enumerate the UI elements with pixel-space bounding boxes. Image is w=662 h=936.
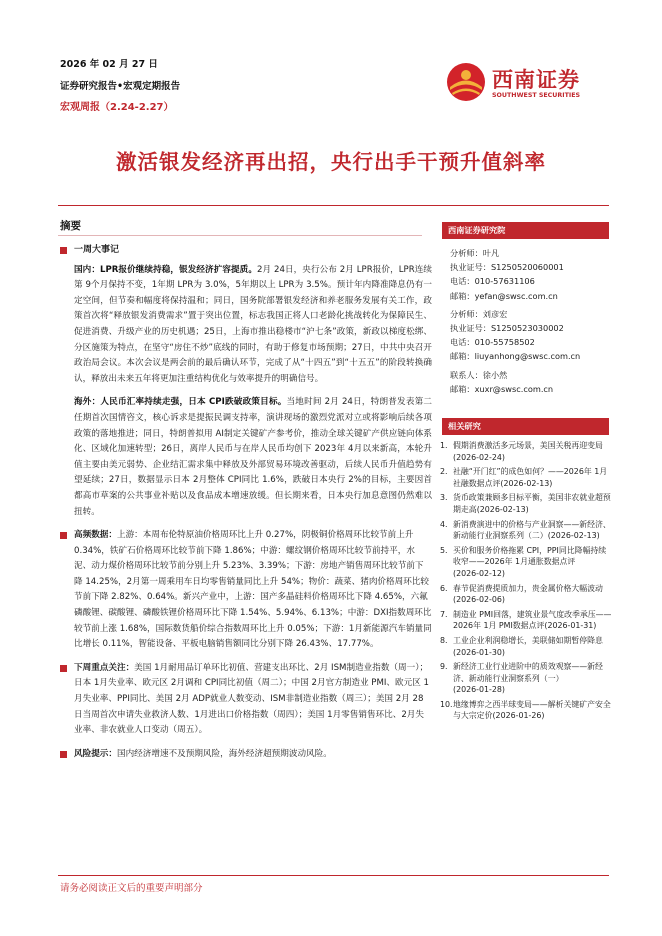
paragraph-risk bbox=[60, 747, 432, 763]
summary-divider bbox=[58, 235, 422, 236]
top-divider bbox=[58, 205, 609, 206]
section-heading-text: 一周大事记 bbox=[74, 245, 120, 255]
list-item[interactable]: 7. 制造业 PMI回落，建筑业景气度改季承压——2026年 1月 PMI数据点评(2026-01-31) bbox=[440, 609, 612, 631]
list-item[interactable]: 10. 地缘博弈之西半球变局——解析关键矿产安全与大宗定价(2026-01-26) bbox=[440, 699, 611, 721]
list-item[interactable]: 3. 货币政策兼顾多目标平衡，美国非农就业超预期走高(2026-02-13) bbox=[440, 493, 611, 514]
list-item[interactable]: 9. 新经济工业行业进阶中的质效观察——新经济、新动能行业洞察系列（一）(2026-01-28) bbox=[440, 662, 603, 695]
paragraph-text: 当地时间 2月 24日，特朗普发表第二任期首次国情咨文，核心诉求是提振民调支持率，演讲现场的激烈党派对立或将影响后续各项政策的落地推进；同日，特朗普拟用 AI制定关键矿产参考价，推动全球关键矿产供应链向体系化、区域化加速转型；26日，离岸人民币与在岸人民币均创下 2023年 4月以来新高，本轮升值主要由美元弱势、企业结汇需求集中释放及外部贸易环境改善驱动，后续人民币升值趋势有望延续；27日，数据显示日本 2月整体 CPI同比 1.6%，跌破日本央行 2%的目标，主要因首都高市草案的公共事业补贴以及食品成本增速放缓。但长期来看，日本央行加息意图仍然难以扭转。 bbox=[74, 397, 432, 517]
list-item[interactable]: 2. 社融“开门红”的成色如何？——2026年 1月社融数据点评(2026-02-13) bbox=[440, 467, 608, 488]
paragraph-highfreq bbox=[60, 528, 432, 653]
analyst-tel: 电话：010-57631106 bbox=[450, 276, 535, 287]
logo-text-en: SOUTHWEST SECURITIES bbox=[492, 92, 581, 99]
list-item[interactable]: 6. 春节促消费提质加力，贵金属价格大幅波动(2026-02-06) bbox=[440, 583, 603, 605]
contact-name: 联系人：徐小然 bbox=[450, 369, 508, 380]
analyst-email[interactable]: 邮箱：yefan@swsc.com.cn bbox=[450, 290, 558, 301]
weekly-label: 宏观周报（2.24-2.27） bbox=[60, 102, 174, 113]
bullet-icon bbox=[60, 247, 67, 254]
paragraph-overseas bbox=[74, 395, 432, 520]
list-item[interactable]: 4. 新消费演进中的价格与产业洞察——新经济、新动能行业洞察系列（二）(2026-02-13) bbox=[440, 519, 611, 541]
analyst-email[interactable]: 邮箱：liuyanhong@swsc.com.cn bbox=[450, 351, 581, 362]
section-heading bbox=[60, 243, 432, 259]
bullet-icon bbox=[60, 665, 67, 672]
list-item[interactable]: 5. 买价和服务价格拖累 CPI，PPI同比降幅持续收窄——2026年 1月通胀数据点评(2026-02-12) bbox=[440, 545, 607, 578]
analyst-name: 分析师：叶凡 bbox=[450, 248, 500, 258]
company-logo bbox=[446, 60, 618, 108]
analyst-cert: 执业证号：S1250520060001 bbox=[450, 262, 564, 273]
bullet-icon bbox=[60, 532, 67, 539]
report-title: 激活银发经济再出招，央行出手干预升值斜率 bbox=[116, 150, 546, 174]
analyst-tel: 电话：010-55758502 bbox=[450, 337, 535, 348]
report-date: 2026 年 02 月 27 日 bbox=[60, 59, 158, 70]
paragraph-text: 美国 1月耐用品订单环比初值、营建支出环比、2月 ISM制造业指数（周一）；日本 1月失业率、欧元区 2月调和 CPI同比初值（周二）；中国 2月官方制造业 PMI、欧元区 1月失业率、PPI同比、美国 2月 ADP就业人数变动、ISM非制造业指数（周三）；美国 2月 28日当周首次申请失业救济人数、1月进出口价格指数（周四）；美国 1月零售销售环比、2月失业率、非农就业人口变动（周五）。 bbox=[74, 662, 429, 736]
paragraph-lead: 海外：人民币汇率持续走强，日本 CPI跌破政策目标。 bbox=[74, 397, 287, 408]
paragraph-text: 2月 24日，央行公布 2月 LPR报价，LPR连续第 9个月保持不变，1年期 LPR为 3.0%，5年期以上 LPR为 3.5%。预计年内降准降息仍有一定空间，但节奏和幅度将保持温和；同日，国务院部署银发经济和养老服务发展有关工作，政策首次将“释放银发消费需求”置于突出位置，标志我国正将人口老龄化挑战转化为保障民生、促进消费、升级产业的历史机遇；25日，上海市推出稳楼市“沪七条”政策，新政以梯度松绑、分区施策为特点，在坚守“房住不炒”底线的同时，有助于修复市场预期；27日，中共中央召开政治局会议。本次会议是两会前的最后确认环节，完成了从“十四五”到“十五五”的阶段转换确认，释放出未来五年将更加注重结构优化与效率提升的明确信号。 bbox=[74, 264, 432, 384]
logo-text-cn: 西南证券 bbox=[492, 67, 580, 92]
analyst-name: 分析师：刘彦宏 bbox=[450, 308, 508, 319]
paragraph-text: 国内经济增速不及预期风险，海外经济超预期波动风险。 bbox=[116, 748, 332, 759]
paragraph-lead: 高频数据： bbox=[74, 530, 117, 541]
list-item[interactable]: 8. 工业企业利润稳增长，美联储如期暂停降息(2026-01-30) bbox=[440, 635, 603, 657]
analyst-cert: 执业证号：S1250523030002 bbox=[450, 323, 564, 334]
institute-header: 西南证券研究院 bbox=[442, 222, 609, 239]
logo-emblem-icon bbox=[446, 62, 486, 102]
list-item[interactable]: 1. 假期消费激活多元场景，美国关税再迎变局(2026-02-24) bbox=[440, 441, 603, 462]
summary-label: 摘要 bbox=[60, 220, 81, 232]
bullet-icon bbox=[60, 751, 67, 758]
paragraph-domestic bbox=[74, 263, 432, 388]
paragraph-text: 上游：本周布伦特原油价格周环比上升 0.27%，阴极铜价格周环比较节前上升 0.34%，铁矿石价格周环比较节前下降 1.86%；中游：螺纹钢价格周环比较节前持平，水泥、动力煤价格周环比较节前分别上升 5.23%、3.39%；下游：房地产销售周环比较节前下降 14.25%，2月第一周乘用车日均零售销量同比上升 54%；物价：蔬菜、猪肉价格周环比较节前下降 2.82%、0.64%。新兴产业中，上游：国产多晶硅料价格周环比下降 4.65%，六氟磷酸锂、碳酸锂、磷酸铁锂价格周环比下降 1.54%、5.94%、6.13%；中游：DXI指数周环比较节前上涨 1.68%，国际数货船价综合指数周环比上升 0.05%；下游：1月新能源汽车销量同比增长 0.11%，智能设备、平板电脑销售额同比分别下降 26.43%、17.77%。 bbox=[74, 530, 432, 650]
report-type: 证券研究报告•宏观定期报告 bbox=[60, 81, 181, 92]
disclaimer-footer: 请务必阅读正文后的重要声明部分 bbox=[60, 883, 203, 894]
bottom-divider bbox=[58, 875, 609, 876]
paragraph-lead: 国内：LPR报价继续持稳，银发经济扩容提质。 bbox=[74, 264, 257, 275]
related-research-list bbox=[440, 440, 614, 725]
contact-email[interactable]: 邮箱：xuxr@swsc.com.cn bbox=[450, 383, 554, 394]
paragraph-next-week bbox=[60, 661, 432, 739]
summary-body bbox=[60, 243, 432, 762]
related-research-header: 相关研究 bbox=[442, 418, 609, 435]
analyst-info bbox=[450, 246, 610, 396]
paragraph-lead: 风险提示： bbox=[74, 748, 117, 759]
paragraph-lead: 下周重点关注： bbox=[74, 662, 135, 673]
